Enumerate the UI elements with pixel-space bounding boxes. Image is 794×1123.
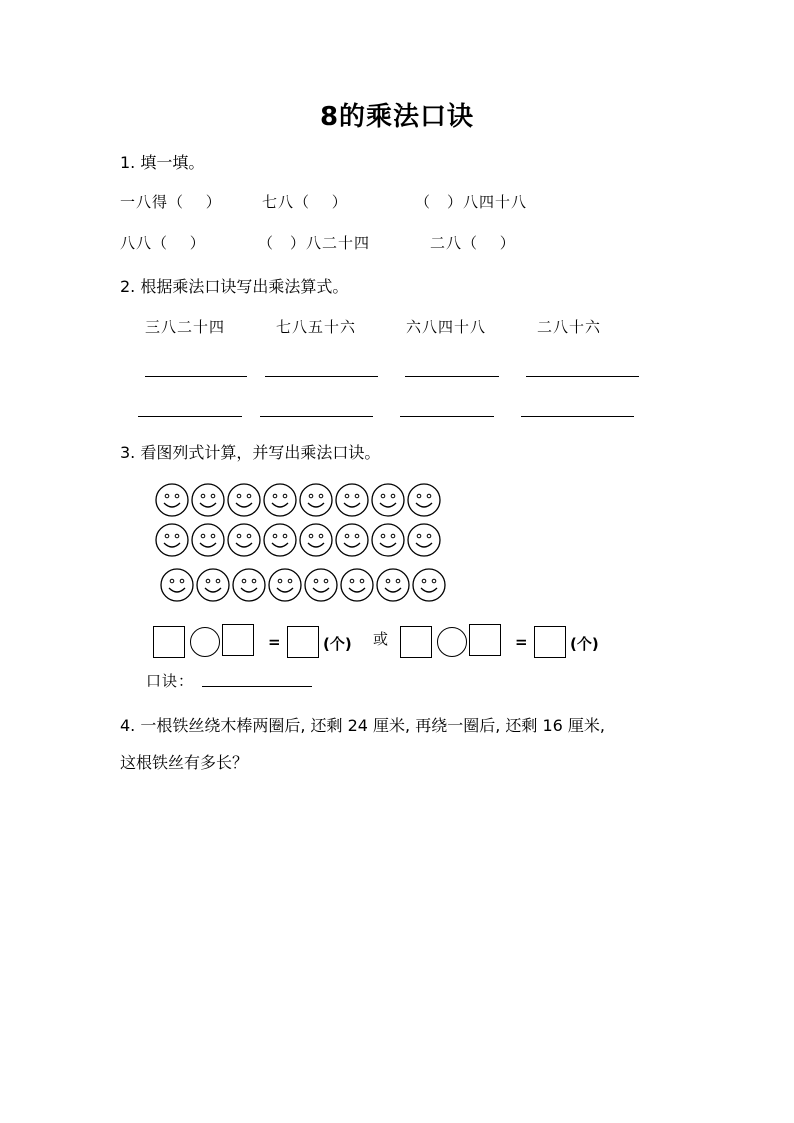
smiley-face-icon xyxy=(407,483,441,517)
question-4-line-1: 4. 一根铁丝绕木棒两圈后, 还剩 24 厘米, 再绕一圈后, 还剩 16 厘米, xyxy=(120,716,606,735)
fill-item: 七八（ ） xyxy=(262,193,348,211)
answer-box[interactable] xyxy=(400,626,432,658)
smiley-face-icon xyxy=(160,568,194,602)
smiley-face-icon xyxy=(412,568,446,602)
smiley-face-icon xyxy=(227,483,261,517)
smiley-face-icon xyxy=(191,523,225,557)
question-4-line-2: 这根铁丝有多长？ xyxy=(120,753,249,772)
operator-circle[interactable] xyxy=(190,627,220,657)
smiley-face-icon xyxy=(304,568,338,602)
fill-item: （ ）八四十八 xyxy=(415,193,528,211)
answer-blank-line[interactable] xyxy=(405,376,499,377)
smiley-face-icon xyxy=(155,483,189,517)
koujue-blank-line[interactable] xyxy=(202,686,312,687)
smiley-face-icon xyxy=(227,523,261,557)
smiley-face-icon xyxy=(232,568,266,602)
answer-blank-line[interactable] xyxy=(526,376,639,377)
smiley-face-icon xyxy=(299,523,333,557)
smiley-face-icon xyxy=(263,523,297,557)
smiley-face-icon xyxy=(371,483,405,517)
answer-blank-line[interactable] xyxy=(138,416,242,417)
answer-box[interactable] xyxy=(469,624,501,656)
operator-circle[interactable] xyxy=(437,627,467,657)
answer-blank-line[interactable] xyxy=(265,376,378,377)
koujue-item: 三八二十四 xyxy=(145,318,226,336)
smiley-face-icon xyxy=(407,523,441,557)
smiley-face-icon xyxy=(335,523,369,557)
fill-item: 二八（ ） xyxy=(430,234,516,252)
unit-label: (个) xyxy=(323,635,352,653)
fill-item: 八八（ ） xyxy=(120,234,206,252)
smiley-face-icon xyxy=(268,568,302,602)
smiley-face-icon xyxy=(340,568,374,602)
smiley-face-icon xyxy=(371,523,405,557)
question-3-label: 3. 看图列式计算，并写出乘法口诀。 xyxy=(120,443,381,462)
answer-blank-line[interactable] xyxy=(521,416,634,417)
smiley-face-icon xyxy=(263,483,297,517)
koujue-item: 七八五十六 xyxy=(276,318,357,336)
answer-blank-line[interactable] xyxy=(400,416,494,417)
question-2-label: 2. 根据乘法口诀写出乘法算式。 xyxy=(120,277,349,296)
answer-box[interactable] xyxy=(534,626,566,658)
smiley-face-icon xyxy=(299,483,333,517)
smiley-face-icon xyxy=(191,483,225,517)
page-title: 8的乘法口诀 xyxy=(319,102,475,132)
fill-item: （ ）八二十四 xyxy=(258,234,371,252)
smiley-face-icon xyxy=(155,523,189,557)
smiley-face-icon xyxy=(335,483,369,517)
equals-sign: = xyxy=(268,633,281,651)
koujue-label: 口诀： xyxy=(146,672,195,690)
answer-blank-line[interactable] xyxy=(145,376,247,377)
answer-blank-line[interactable] xyxy=(260,416,373,417)
answer-box[interactable] xyxy=(222,624,254,656)
koujue-item: 六八四十八 xyxy=(406,318,487,336)
answer-box[interactable] xyxy=(287,626,319,658)
fill-item: 一八得（ ） xyxy=(120,193,222,211)
question-1-label: 1. 填一填。 xyxy=(120,153,205,172)
unit-label: (个) xyxy=(570,635,599,653)
smiley-face-icon xyxy=(196,568,230,602)
equals-sign: = xyxy=(515,633,528,651)
answer-box[interactable] xyxy=(153,626,185,658)
or-label: 或 xyxy=(373,630,390,648)
koujue-item: 二八十六 xyxy=(537,318,602,336)
smiley-face-icon xyxy=(376,568,410,602)
